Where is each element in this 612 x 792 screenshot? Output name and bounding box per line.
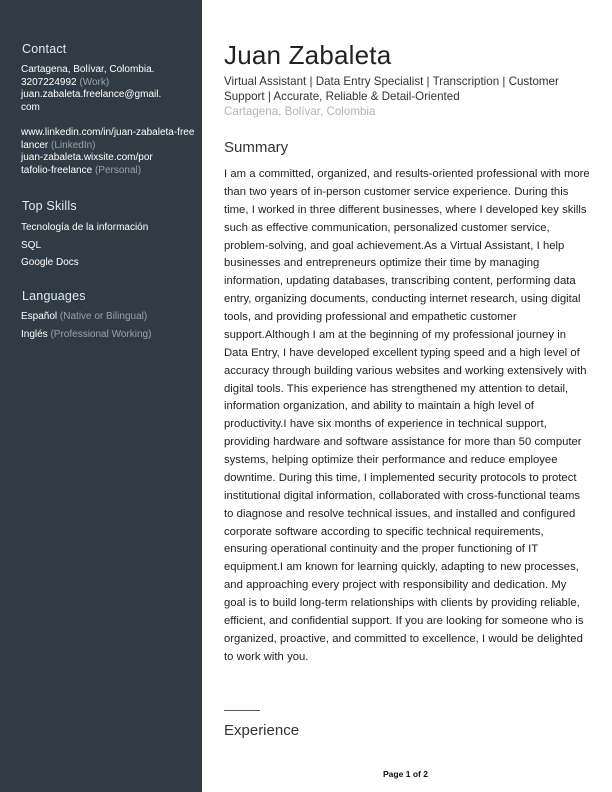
languages-list [21,308,191,343]
location: Cartagena, Bolívar, Colombia [224,105,376,118]
contact-phone-row [21,77,171,90]
sidebar [0,0,202,792]
page-label: Page [383,769,404,779]
page-footer [383,769,428,779]
person-name: Juan Zabaleta [224,40,392,70]
page-current: 1 [405,769,411,779]
skill-item: SQL [21,239,42,251]
languages-heading: Languages [22,289,86,303]
linkedin-tag: (LinkedIn) [51,139,96,151]
summary-heading: Summary [224,139,289,156]
section-divider [224,710,260,711]
language-level: (Professional Working) [50,328,152,340]
experience-heading: Experience [224,722,300,739]
contact-phone[interactable]: 3207224992 [21,76,77,88]
contact-phone-tag: (Work) [79,76,110,88]
language-item [21,308,191,326]
language-name: Español [21,311,58,322]
top-skills-list [21,219,171,272]
top-skills-heading: Top Skills [22,199,77,213]
contact-email[interactable]: juan.zabaleta.freelance@gmail.com [21,89,162,113]
language-item [21,326,191,344]
skill-item: Google Docs [21,257,79,269]
headline: Virtual Assistant | Data Entry Specialist | Transcription | Customer Support | Accurate, Reliable & Detail-Oriented [224,75,559,103]
contact-heading: Contact [22,42,67,56]
linkedin-row [21,127,196,152]
contact-location: Cartagena, Bolívar, Colombia. [21,64,155,75]
skill-item: Tecnología de la información [21,222,149,233]
contact-links [21,127,195,177]
language-name: Inglés [21,328,48,340]
language-level: (Native or Bilingual) [59,311,148,322]
contact-details [21,64,171,114]
page-total: 2 [423,769,428,779]
portfolio-row [21,152,154,177]
page-of: of [412,769,421,779]
portfolio-link[interactable]: juan-zabaleta.wixsite.com/portafolio-freelance [21,152,153,176]
portfolio-tag: (Personal) [94,164,142,176]
summary-text: I am a committed, organized, and results-oriented professional with more than two years of in-person customer service experience. During this time, I worked in three different businesses, where I developed key skills such as effective communication, personalized customer service, problem-solving, and goal achievement.As a Virtual Assistant, I help businesses and entrepreneurs optimize their time by managing information, updating databases, transcribing content, performing data entry, organizing documents, conducting internet research, using digital tools, and providing professional and empathetic customer support.Although I am at the beginning of my professional journey in Data Entry, I have developed excellent typing speed and a high level of accuracy through building various websites and working extensively with digital tools. This experience has strengthened my attention to detail, information organization, and ability to maintain a high level of productivity.I have six months of experience in technical support, providing hardware and software assistance for more than 50 computer systems, helping optimize their performance and reduce employee downtime. During this time, I implemented security protocols to protect institutional digital information, collaborated with cross-functional teams to diagnose and resolve technical issues, and installed and configured corporate software according to specific technical requirements, ensuring operational continuity and the proper functioning of IT equipment.I am known for learning quickly, adapting to new processes, and approaching every project with responsibility and dedication. My goal is to build long-term relationships with clients by providing reliable, efficient, and confidential support. If you are looking for someone who is organized, proactive, and committed to excellence, I would be delighted to work with you. [224,168,590,663]
linkedin-link[interactable]: www.linkedin.com/in/juan-zabaleta-freelancer [21,127,195,151]
